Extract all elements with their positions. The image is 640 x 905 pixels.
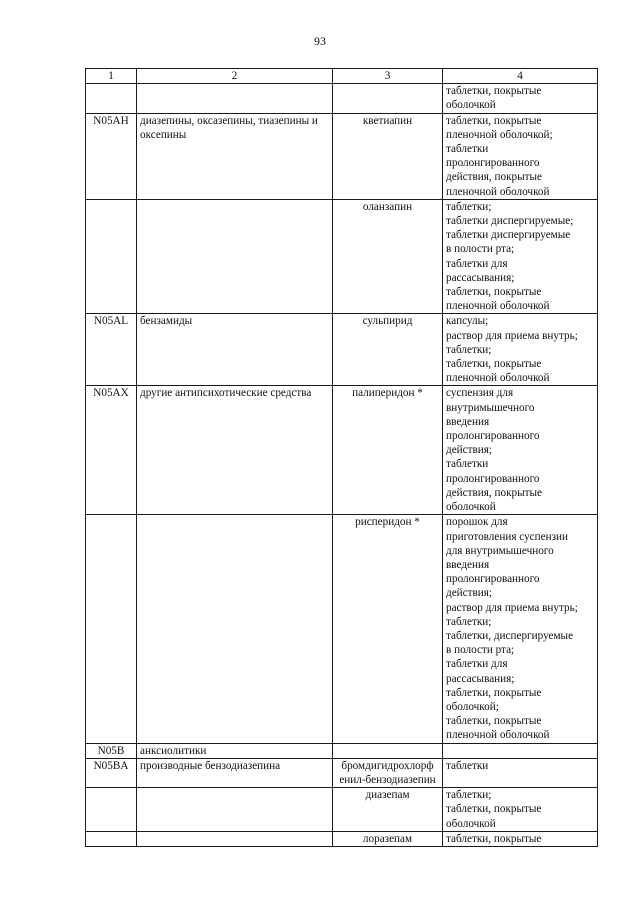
- drug-name-cell: [333, 743, 443, 758]
- dosage-form-line: суспензия для: [446, 387, 514, 400]
- group-name-cell: [137, 199, 333, 314]
- table-row: [86, 84, 598, 113]
- atc-code-cell: [86, 788, 137, 832]
- drug-name-cell: диазепам: [333, 788, 443, 832]
- dosage-form-line: таблетки, покрытые: [446, 715, 542, 728]
- dosage-form-line: действия;: [446, 587, 493, 600]
- atc-code-cell: [86, 84, 137, 113]
- drug-name-cell: лоразепам: [333, 831, 443, 846]
- drug-name-cell: сульпирид: [333, 314, 443, 386]
- dosage-form-line: таблетки;: [446, 615, 492, 628]
- table-row: [86, 743, 598, 758]
- dosage-form-line: в полости рта;: [446, 644, 515, 657]
- table-row: [86, 758, 598, 787]
- table-row: [86, 788, 598, 832]
- dosage-forms-cell: [443, 314, 598, 386]
- dosage-form-line: рассасывания;: [446, 672, 515, 685]
- dosage-form-line: оболочкой;: [446, 700, 499, 713]
- table-row: [86, 113, 598, 199]
- dosage-form-line: действия;: [446, 444, 493, 457]
- dosage-form-line: пленочной оболочкой: [446, 185, 550, 198]
- drug-name-cell: оланзапин: [333, 199, 443, 314]
- table-row: [86, 515, 598, 743]
- dosage-form-line: таблетки для: [446, 658, 508, 671]
- drug-table: [85, 68, 598, 847]
- column-number-4: 4: [443, 69, 598, 84]
- atc-code-cell: [86, 515, 137, 743]
- dosage-form-line: пролонгированного: [446, 472, 540, 485]
- atc-code-cell: N05AH: [86, 113, 137, 199]
- atc-code-cell: N05B: [86, 743, 137, 758]
- dosage-form-line: пленочной оболочкой;: [446, 128, 553, 141]
- dosage-form-line: таблетки: [446, 143, 489, 156]
- column-number-row: [86, 69, 598, 84]
- atc-code-cell: [86, 831, 137, 846]
- atc-code-cell: N05BA: [86, 758, 137, 787]
- drug-name-cell: палиперидон *: [333, 386, 443, 515]
- dosage-form-line: приготовления суспензии: [446, 530, 568, 543]
- dosage-form-line: раствор для приема внутрь;: [446, 601, 578, 614]
- dosage-form-line: таблетки;: [446, 343, 492, 356]
- dosage-form-line: таблетки, покрытые: [446, 286, 542, 299]
- atc-code-cell: N05AL: [86, 314, 137, 386]
- dosage-form-line: таблетки: [446, 759, 489, 772]
- group-name-cell: производные бензодиазепина: [137, 758, 333, 787]
- dosage-form-line: таблетки: [446, 458, 489, 471]
- dosage-form-line: рассасывания;: [446, 271, 515, 284]
- dosage-forms-cell: [443, 831, 598, 846]
- group-name-cell: [137, 788, 333, 832]
- dosage-form-line: пленочной оболочкой: [446, 729, 550, 742]
- dosage-form-line: оболочкой: [446, 99, 496, 112]
- dosage-form-line: капсулы;: [446, 315, 489, 328]
- dosage-form-line: пленочной оболочкой: [446, 300, 550, 313]
- dosage-form-line: таблетки диспергируемые;: [446, 215, 574, 228]
- dosage-form-line: пленочной оболочкой: [446, 372, 550, 385]
- column-number-3: 3: [333, 69, 443, 84]
- group-name-cell: анксиолитики: [137, 743, 333, 758]
- group-name-cell: [137, 515, 333, 743]
- table-row: [86, 314, 598, 386]
- column-number-2: 2: [137, 69, 333, 84]
- drug-name-cell: [333, 84, 443, 113]
- atc-code-cell: N05AX: [86, 386, 137, 515]
- dosage-form-line: оболочкой: [446, 501, 496, 514]
- dosage-form-line: таблетки;: [446, 789, 492, 802]
- drug-name-cell: рисперидон *: [333, 515, 443, 743]
- dosage-form-line: таблетки, покрытые: [446, 358, 542, 371]
- dosage-forms-cell: [443, 84, 598, 113]
- page-number: 93: [314, 34, 326, 48]
- dosage-forms-cell: [443, 386, 598, 515]
- dosage-form-line: действия, покрытые: [446, 486, 543, 499]
- group-name-cell: [137, 84, 333, 113]
- dosage-form-line: пролонгированного: [446, 430, 540, 443]
- dosage-form-line: таблетки, покрытые: [446, 832, 542, 845]
- dosage-forms-cell: [443, 758, 598, 787]
- dosage-form-line: таблетки, покрытые: [446, 85, 542, 98]
- group-name-cell: диазепины, оксазепины, тиазепины и оксепины: [137, 113, 333, 199]
- dosage-form-line: для внутримышечного: [446, 544, 554, 557]
- column-number-1: 1: [86, 69, 137, 84]
- dosage-form-line: в полости рта;: [446, 243, 515, 256]
- group-name-cell: [137, 831, 333, 846]
- dosage-form-line: действия, покрытые: [446, 171, 543, 184]
- dosage-form-line: порошок для: [446, 516, 508, 529]
- dosage-form-line: таблетки диспергируемые: [446, 229, 571, 242]
- dosage-form-line: таблетки для: [446, 257, 508, 270]
- dosage-form-line: таблетки, покрытые: [446, 114, 542, 127]
- dosage-forms-cell: [443, 788, 598, 832]
- dosage-form-line: введения: [446, 558, 490, 571]
- dosage-form-line: таблетки, покрытые: [446, 686, 542, 699]
- dosage-forms-cell: [443, 113, 598, 199]
- dosage-forms-cell: [443, 199, 598, 314]
- dosage-form-line: таблетки, покрытые: [446, 803, 542, 816]
- dosage-form-line: раствор для приема внутрь;: [446, 329, 578, 342]
- group-name-cell: бензамиды: [137, 314, 333, 386]
- drug-name-cell: бромдигидрохлорф енил-бензодиазепин: [333, 758, 443, 787]
- dosage-form-line: пролонгированного: [446, 157, 540, 170]
- table-row: [86, 199, 598, 314]
- table-row: [86, 831, 598, 846]
- atc-code-cell: [86, 199, 137, 314]
- dosage-form-line: пролонгированного: [446, 573, 540, 586]
- dosage-form-line: введения: [446, 415, 490, 428]
- dosage-form-line: таблетки;: [446, 200, 492, 213]
- dosage-form-line: таблетки, диспергируемые: [446, 629, 574, 642]
- dosage-form-line: внутримышечного: [446, 401, 535, 414]
- dosage-form-line: оболочкой: [446, 817, 496, 830]
- dosage-forms-cell: [443, 515, 598, 743]
- dosage-forms-cell: [443, 743, 598, 758]
- group-name-cell: другие антипсихотические средства: [137, 386, 333, 515]
- table-row: [86, 386, 598, 515]
- drug-name-cell: кветиапин: [333, 113, 443, 199]
